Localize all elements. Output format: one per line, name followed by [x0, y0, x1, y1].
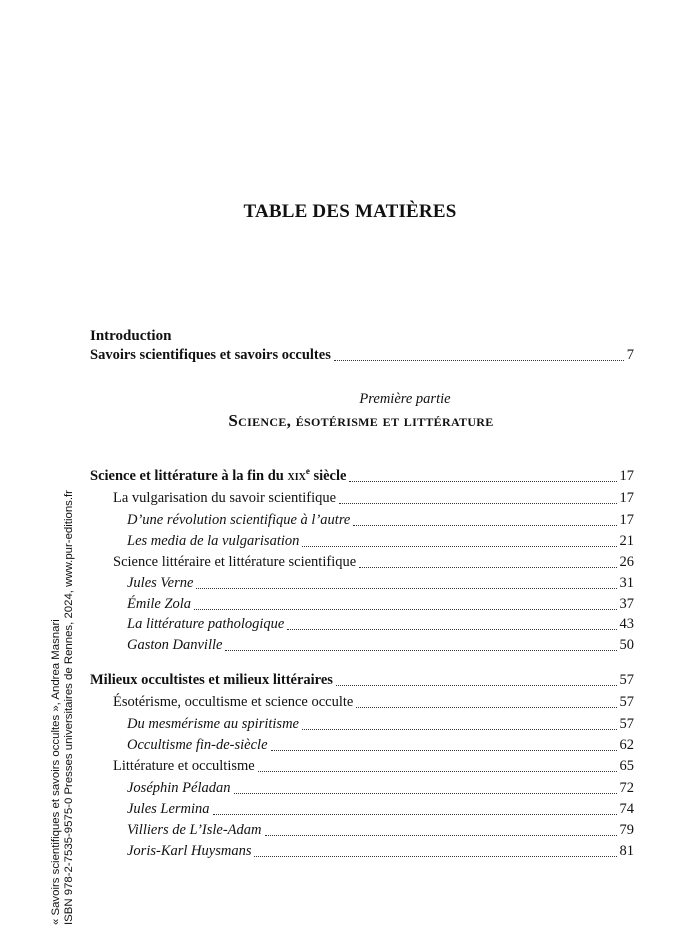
- part-label: Première partie: [359, 391, 451, 407]
- introduction-label: Introduction: [90, 328, 172, 344]
- toc-entry-title: D’une révolution scientifique à l’autre: [127, 512, 351, 528]
- toc-entry-page: 57: [619, 672, 634, 688]
- dot-leader: [213, 799, 617, 819]
- dot-leader: [302, 531, 616, 551]
- toc-subsection[interactable]: [127, 510, 634, 530]
- toc-subsection[interactable]: [127, 841, 634, 861]
- part-title: Science, ésotérisme et littérature: [228, 411, 494, 430]
- dot-leader: [287, 614, 616, 634]
- dot-leader: [356, 692, 616, 712]
- dot-leader: [302, 714, 617, 734]
- toc-entry-title: La vulgarisation du savoir scientifique: [113, 490, 337, 506]
- dot-leader: [258, 756, 617, 776]
- page-title: TABLE DES MATIÈRES: [243, 201, 457, 222]
- toc-entry-title: Milieux occultistes et milieux littéraires: [90, 672, 333, 688]
- toc-entry-page: 21: [619, 533, 634, 549]
- dot-leader: [359, 552, 616, 572]
- toc-entry-page: 37: [619, 596, 634, 612]
- toc-entry-title: Émile Zola: [127, 596, 192, 612]
- toc-entry-page: 43: [619, 616, 634, 632]
- copyright-sidebar: [50, 425, 76, 925]
- toc-entry-page: 74: [619, 801, 634, 817]
- toc-chapter-1[interactable]: [90, 466, 634, 486]
- toc-section[interactable]: [113, 692, 634, 712]
- dot-leader: [254, 841, 616, 861]
- toc-entry-title: Gaston Danville: [127, 637, 223, 653]
- toc-entry-title: Les media de la vulgarisation: [127, 533, 300, 549]
- toc-entry-page: 65: [619, 758, 634, 774]
- dot-leader: [339, 488, 616, 508]
- dot-leader: [196, 573, 616, 593]
- toc-entry-page: 17: [619, 490, 634, 506]
- toc-subsection[interactable]: [127, 614, 634, 634]
- toc-entry-page: 72: [619, 780, 634, 796]
- toc-entry-title: Du mesmérisme au spiritisme: [127, 716, 299, 732]
- toc-entry-title: Villiers de L’Isle-Adam: [127, 822, 262, 838]
- toc-entry-title: Joséphin Péladan: [127, 780, 231, 796]
- toc-entry-page: 7: [626, 347, 634, 363]
- dot-leader: [349, 466, 616, 486]
- toc-entry-page: 50: [619, 637, 634, 653]
- toc-entry-page: 31: [619, 575, 634, 591]
- dot-leader: [271, 735, 617, 755]
- toc-entry-title: Jules Verne: [127, 575, 194, 591]
- toc-entry-title: Jules Lermina: [127, 801, 210, 817]
- toc-entry-page: 81: [619, 843, 634, 859]
- toc-entry-page: 57: [619, 716, 634, 732]
- toc-subsection[interactable]: [127, 531, 634, 551]
- dot-leader: [234, 778, 617, 798]
- toc-subsection[interactable]: [127, 820, 634, 840]
- toc-entry-page: 17: [619, 512, 634, 528]
- toc-subsection[interactable]: [127, 799, 634, 819]
- toc-subsection[interactable]: [127, 573, 634, 593]
- dot-leader: [265, 820, 617, 840]
- toc-entry-title: Occultisme fin-de-siècle: [127, 737, 268, 753]
- toc-subsection[interactable]: [127, 714, 634, 734]
- toc-entry-title: Savoirs scientifiques et savoirs occultes: [90, 347, 331, 363]
- toc-entry-title: Ésotérisme, occultisme et science occulte: [113, 694, 354, 710]
- toc-entry-page: 62: [619, 737, 634, 753]
- toc-subsection[interactable]: [127, 594, 634, 614]
- toc-entry-title: Joris-Karl Huysmans: [127, 843, 252, 859]
- dot-leader: [225, 635, 616, 655]
- toc-subsection[interactable]: [127, 635, 634, 655]
- dot-leader: [334, 345, 624, 365]
- toc-section[interactable]: [113, 552, 634, 572]
- toc-entry-title: La littérature pathologique: [127, 616, 285, 632]
- toc-subsection[interactable]: [127, 778, 634, 798]
- toc-section[interactable]: [113, 488, 634, 508]
- copyright-line-2: ISBN 978-2-7535-9575-0 Presses universitaires de Rennes, 2024, www.pur-editions.fr: [63, 490, 75, 925]
- toc-entry-introduction[interactable]: [90, 345, 634, 365]
- dot-leader: [353, 510, 616, 530]
- toc-subsection[interactable]: [127, 735, 634, 755]
- toc-entry-page: 57: [619, 694, 634, 710]
- toc-entry-page: 26: [619, 554, 634, 570]
- toc-entry-page: 17: [619, 468, 634, 484]
- toc-entry-title: Science et littérature à la fin du xix$^e$ siècle: [90, 466, 347, 484]
- toc-section[interactable]: [113, 756, 634, 776]
- toc-entry-title: Littérature et occultisme: [113, 758, 255, 774]
- dot-leader: [194, 594, 616, 614]
- toc-entry-page: 79: [619, 822, 634, 838]
- toc-chapter-2[interactable]: [90, 670, 634, 690]
- dot-leader: [336, 670, 617, 690]
- toc-entry-title: Science littéraire et littérature scientifique: [113, 554, 357, 570]
- copyright-line-1: « Savoirs scientifiques et savoirs occultes », Andrea Masnari: [50, 619, 62, 925]
